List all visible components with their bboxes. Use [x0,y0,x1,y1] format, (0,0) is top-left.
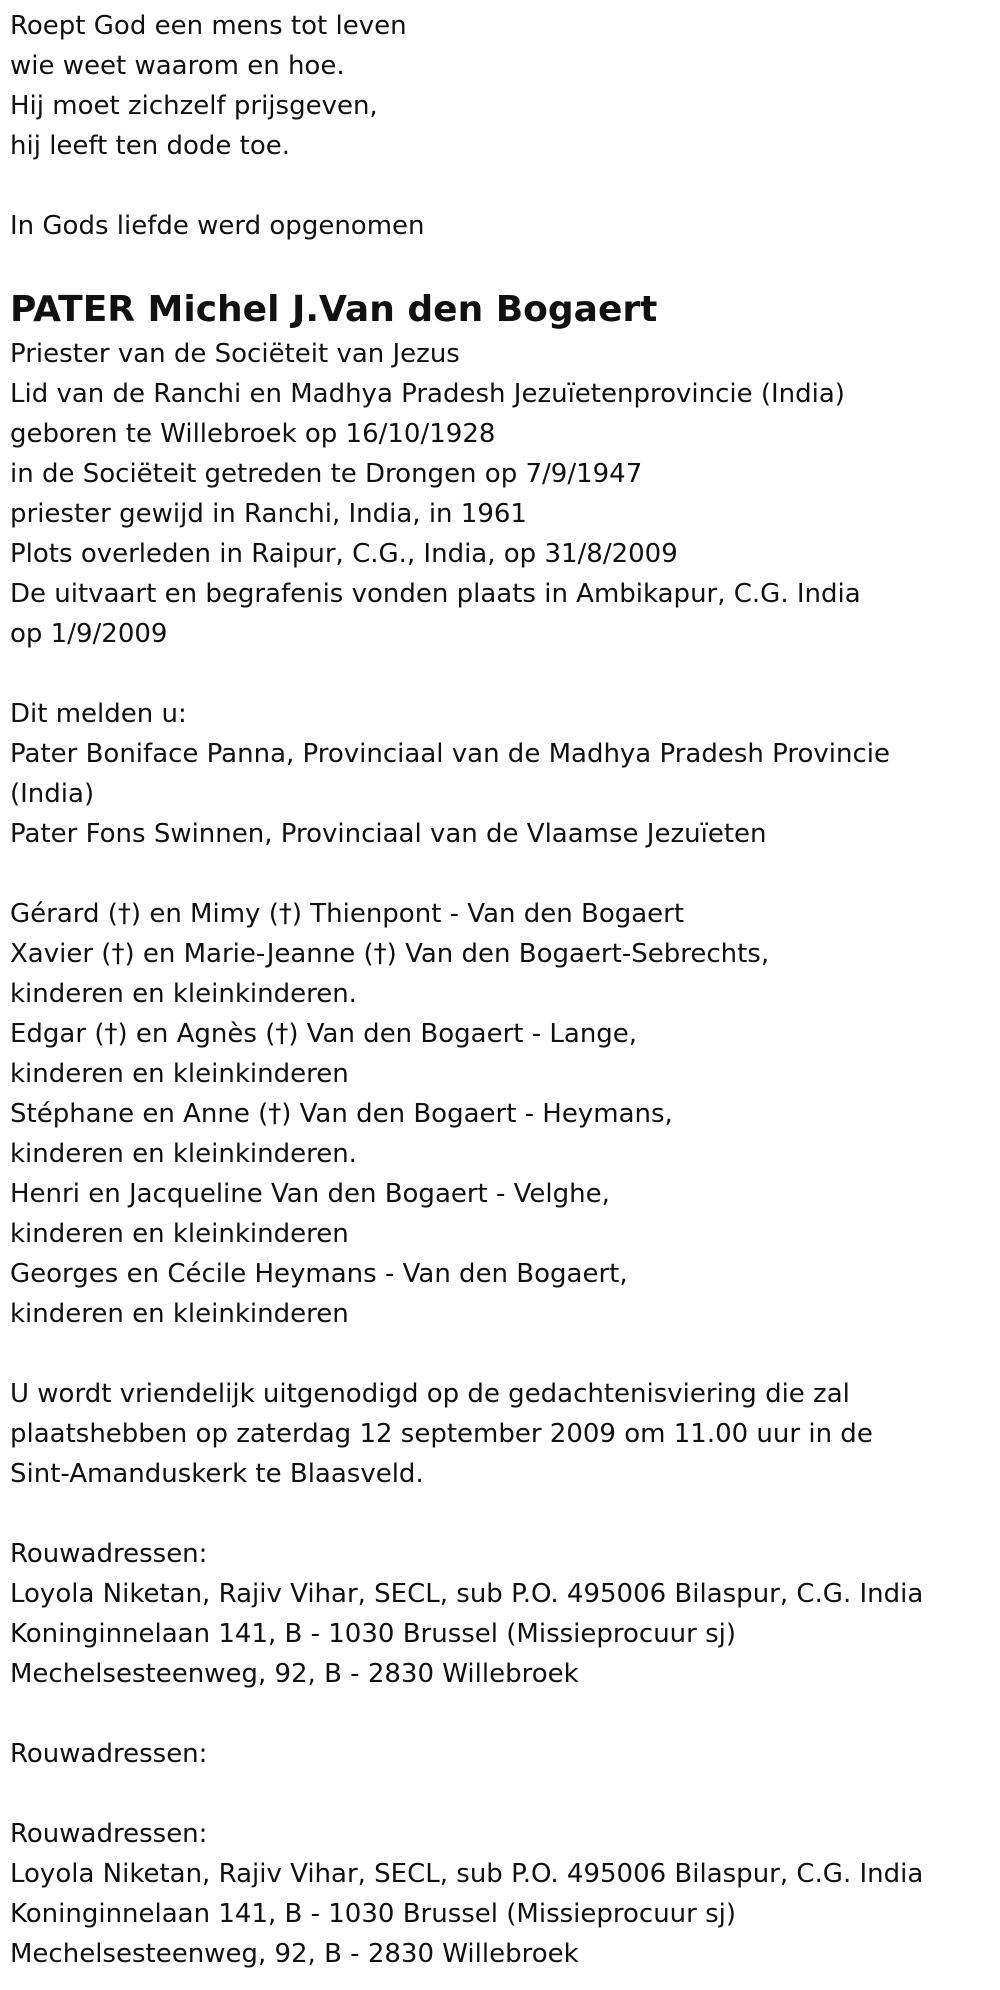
spacer [10,166,990,206]
detail-line: Priester van de Sociëteit van Jezus [10,339,460,369]
family-line: Stéphane en Anne (†) Van den Bogaert - Heymans, [10,1099,673,1129]
poem-line: hij leeft ten dode toe. [10,131,291,161]
spacer [10,854,990,894]
detail-line: geboren te Willebroek op 16/10/1928 [10,419,496,449]
detail-line: Lid van de Ranchi en Madhya Pradesh Jezuïetenprovincie (India) [10,379,845,409]
addresses-heading: Rouwadressen: [10,1819,208,1849]
deceased-details [10,334,990,654]
spacer [10,246,990,286]
detail-line: op 1/9/2009 [10,619,168,649]
family-line: Georges en Cécile Heymans - Van den Bogaert, [10,1259,628,1289]
addresses-heading: Rouwadressen: [10,1739,208,1769]
detail-line: in de Sociëteit getreden te Drongen op 7/9/1947 [10,459,643,489]
spacer [10,1694,990,1734]
poem-line: wie weet waarom en hoe. [10,51,345,81]
announcer-line: Pater Fons Swinnen, Provinciaal van de Vlaamse Jezuïeten [10,819,767,849]
address-line: Koninginnelaan 141, B - 1030 Brussel (Missieprocuur sj) [10,1899,737,1929]
deceased-name: PATER Michel J.Van den Bogaert [10,289,658,330]
detail-line: De uitvaart en begrafenis vonden plaats in Ambikapur, C.G. India [10,579,861,609]
addresses-heading: Rouwadressen: [10,1539,208,1569]
detail-line: priester gewijd in Ranchi, India, in 1961 [10,499,527,529]
poem-line: Roept God een mens tot leven [10,11,407,41]
family-list [10,894,990,1334]
poem-line: Hij moet zichzelf prijsgeven, [10,91,378,121]
intro-text: In Gods liefde werd opgenomen [10,211,425,241]
address-line: Loyola Niketan, Rajiv Vihar, SECL, sub P.O. 495006 Bilaspur, C.G. India [10,1859,924,1889]
family-line: kinderen en kleinkinderen. [10,979,357,1009]
detail-line: Plots overleden in Raipur, C.G., India, op 31/8/2009 [10,539,678,569]
mourning-addresses-2 [10,1734,990,1774]
mourning-addresses-1 [10,1534,990,1694]
family-line: kinderen en kleinkinderen [10,1299,349,1329]
address-line: Mechelsesteenweg, 92, B - 2830 Willebroek [10,1939,579,1969]
announcers [10,694,990,854]
family-line: Gérard (†) en Mimy (†) Thienpont - Van den Bogaert [10,899,685,929]
family-line: kinderen en kleinkinderen. [10,1139,357,1169]
announcer-line: (India) [10,779,95,809]
spacer [10,1334,990,1374]
address-line: Koninginnelaan 141, B - 1030 Brussel (Missieprocuur sj) [10,1619,737,1649]
mourning-addresses-3 [10,1814,990,1974]
invitation-line: Sint-Amanduskerk te Blaasveld. [10,1459,424,1489]
family-line: kinderen en kleinkinderen [10,1219,349,1249]
address-line: Loyola Niketan, Rajiv Vihar, SECL, sub P.O. 495006 Bilaspur, C.G. India [10,1579,924,1609]
spacer [10,1774,990,1814]
invitation [10,1374,990,1494]
address-line: Mechelsesteenweg, 92, B - 2830 Willebroek [10,1659,579,1689]
invitation-line: plaatshebben op zaterdag 12 september 2009 om 11.00 uur in de [10,1419,873,1449]
family-line: Edgar (†) en Agnès (†) Van den Bogaert - Lange, [10,1019,638,1049]
family-line: kinderen en kleinkinderen [10,1059,349,1089]
announcer-line: Pater Boniface Panna, Provinciaal van de Madhya Pradesh Provincie [10,739,890,769]
spacer [10,654,990,694]
poem [10,6,990,166]
family-line: Xavier (†) en Marie-Jeanne (†) Van den Bogaert-Sebrechts, [10,939,770,969]
spacer [10,1494,990,1534]
family-line: Henri en Jacqueline Van den Bogaert - Velghe, [10,1179,610,1209]
invitation-line: U wordt vriendelijk uitgenodigd op de gedachtenisviering die zal [10,1379,850,1409]
announcers-heading: Dit melden u: [10,699,187,729]
